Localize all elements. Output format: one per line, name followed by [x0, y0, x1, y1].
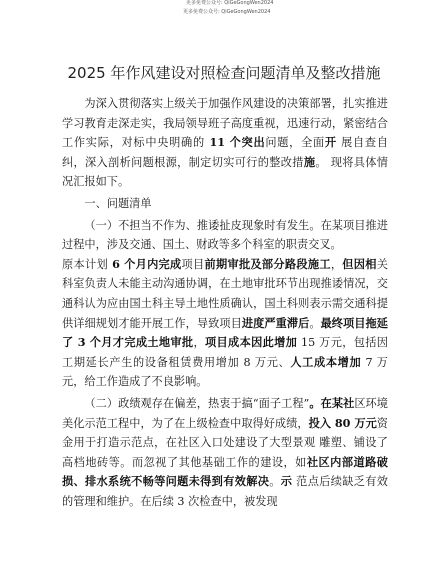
detail-bold-1: 6 个月内完成 — [107, 256, 182, 271]
intro-paragraph — [62, 94, 388, 192]
intro-text-2: 问题，全面 — [265, 136, 325, 150]
detail-text-3: ， — [330, 257, 343, 271]
intro-bold-1: 11 个突出 — [204, 135, 266, 150]
detail-bold-4: 进度严重滞后 — [241, 315, 310, 330]
detail-text-2: 项目 — [181, 257, 205, 271]
problem-item-1: （一）不担当不作为、推诿扯皮现象时有发生。在某项目推进过程中，涉及交通、国土、财政等多个科室的职责交叉。 — [62, 218, 388, 252]
problem-item-1-detail — [62, 255, 388, 392]
detail-bold-3: 但因相 — [342, 256, 377, 271]
detail-bold-2: 前期审批及部分路段施工 — [204, 256, 331, 271]
item2-bold-4: 示 — [280, 474, 293, 489]
detail-bold-7: 人工成本增加 — [290, 354, 362, 369]
intro-text-3: 展自查自纠，深入剖析问题根源，制定切实可行的整改措 — [62, 136, 388, 169]
detail-bold-6: 项目成本因此增加 — [205, 335, 298, 350]
intro-text-4: 。 现将具体情况汇报如下。 — [62, 155, 388, 189]
section-heading-problem-list: 一、问题清单 — [84, 196, 152, 210]
detail-text-4: 关科室负责人未能主动沟通协调，在土地审批环节出现推诿情况，交通科认为应由国土科主导土地性质确认，国土科则表示需交通科提供详细规划才能开展工作，导致项目 — [62, 257, 388, 330]
item2-text-5: 范点后续缺乏有效的管理和维护。在后续 3 次检查中，被发现 — [62, 475, 388, 508]
item2-bold-2: 投入 80 万元 — [308, 415, 377, 430]
page-title: 2025 年作风建设对照检查问题清单及整改措施 — [67, 64, 381, 82]
detail-text-7: 15 万元，包括因工期延长产生的设备租赁费用增加 8 万元、 — [62, 336, 388, 369]
intro-bold-3: 施 — [303, 154, 316, 169]
item2-bold-1: 。在某社 — [309, 395, 355, 410]
watermark-top: 更多免费公众号: QiGeGongWen2024 — [186, 0, 274, 6]
detail-text-5: 。 — [309, 316, 321, 330]
document-body — [62, 94, 388, 511]
detail-text-8: 7 万元，给工作造成了不良影响。 — [62, 355, 388, 389]
intro-text-1: 为深入贯彻落实上级关于加强作风建设的决策部署，扎实推进学习教育走深走实，我局领导班子高度重视，迅速行动，紧密结合工作实际，对标中央明确的 — [62, 97, 388, 150]
detail-text-1: 原本计划 — [62, 257, 108, 271]
item2-text-3: 资金用于打造示范点，在社区入口处建设了大型景观 雕塑、铺设了高档地砖等。而忽视了其他基础工作的建设，如 — [62, 416, 388, 469]
item2-bold-3: 社区内部道路破损、排水系统不畅等问题未得到有效解决 — [62, 454, 388, 489]
detail-bold-5: 最终项目拖延了 3 个月才完成土地审批 — [62, 315, 388, 350]
item2-text-4: 。 — [269, 475, 281, 489]
intro-bold-2: 开 — [324, 135, 337, 150]
watermark-second: 更多免费公众号: QiGeGongWen2024 — [183, 9, 271, 15]
item2-text-2: 区环境美化示范工程中，为了在上级检查中取得好成绩， — [62, 396, 388, 430]
item2-text-1: （二）政绩观存在偏差，热衷于搞“面子工程” — [84, 396, 310, 410]
problem-item-2 — [62, 394, 388, 512]
detail-text-6: ， — [193, 336, 205, 350]
